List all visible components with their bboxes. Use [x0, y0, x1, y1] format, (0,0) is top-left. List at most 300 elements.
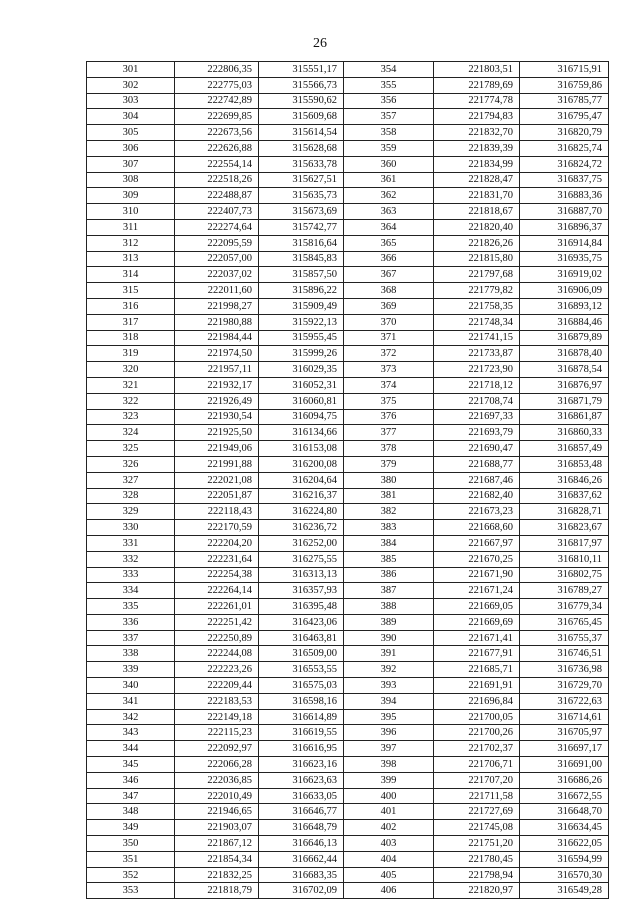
- table-row: [87, 346, 609, 362]
- y-coordinate-cell: 315614,54: [259, 125, 344, 141]
- y-coordinate-cell: 315896,22: [259, 283, 344, 299]
- x-coordinate-cell: 221691,91: [434, 678, 520, 694]
- y-coordinate-cell: 316765,45: [520, 614, 609, 630]
- y-coordinate-cell: 316914,84: [520, 235, 609, 251]
- point-number-cell: 361: [344, 172, 434, 188]
- point-number-cell: 360: [344, 156, 434, 172]
- x-coordinate-cell: 221723,90: [434, 362, 520, 378]
- y-coordinate-cell: 316029,35: [259, 362, 344, 378]
- point-number-cell: 339: [87, 662, 175, 678]
- table-row: [87, 867, 609, 883]
- x-coordinate-cell: 222626,88: [175, 140, 259, 156]
- x-coordinate-cell: 221832,25: [175, 867, 259, 883]
- y-coordinate-cell: 316746,51: [520, 646, 609, 662]
- point-number-cell: 402: [344, 820, 434, 836]
- point-number-cell: 307: [87, 156, 175, 172]
- y-coordinate-cell: 316236,72: [259, 520, 344, 536]
- y-coordinate-cell: 316853,48: [520, 456, 609, 472]
- y-coordinate-cell: 316623,16: [259, 757, 344, 773]
- y-coordinate-cell: 316779,34: [520, 599, 609, 615]
- x-coordinate-cell: 221854,34: [175, 851, 259, 867]
- table-row: [87, 77, 609, 93]
- x-coordinate-cell: 221980,88: [175, 314, 259, 330]
- y-coordinate-cell: 316795,47: [520, 109, 609, 125]
- y-coordinate-cell: 315909,49: [259, 298, 344, 314]
- x-coordinate-cell: 221798,94: [434, 867, 520, 883]
- x-coordinate-cell: 221832,70: [434, 125, 520, 141]
- x-coordinate-cell: 221670,25: [434, 551, 520, 567]
- table-row: [87, 836, 609, 852]
- point-number-cell: 321: [87, 377, 175, 393]
- point-number-cell: 391: [344, 646, 434, 662]
- point-number-cell: 319: [87, 346, 175, 362]
- y-coordinate-cell: 316828,71: [520, 504, 609, 520]
- point-number-cell: 346: [87, 772, 175, 788]
- y-coordinate-cell: 316896,37: [520, 219, 609, 235]
- point-number-cell: 308: [87, 172, 175, 188]
- point-number-cell: 305: [87, 125, 175, 141]
- x-coordinate-cell: 222011,60: [175, 283, 259, 299]
- point-number-cell: 313: [87, 251, 175, 267]
- point-number-cell: 344: [87, 741, 175, 757]
- x-coordinate-cell: 221745,08: [434, 820, 520, 836]
- point-number-cell: 351: [87, 851, 175, 867]
- point-number-cell: 403: [344, 836, 434, 852]
- x-coordinate-cell: 221671,41: [434, 630, 520, 646]
- table-row: [87, 235, 609, 251]
- x-coordinate-cell: 221711,58: [434, 788, 520, 804]
- point-number-cell: 348: [87, 804, 175, 820]
- x-coordinate-cell: 221718,12: [434, 377, 520, 393]
- point-number-cell: 338: [87, 646, 175, 662]
- x-coordinate-cell: 222010,49: [175, 788, 259, 804]
- table-row: [87, 251, 609, 267]
- y-coordinate-cell: 316755,37: [520, 630, 609, 646]
- table-row: [87, 551, 609, 567]
- x-coordinate-cell: 221815,80: [434, 251, 520, 267]
- y-coordinate-cell: 315857,50: [259, 267, 344, 283]
- table-row: [87, 757, 609, 773]
- point-number-cell: 358: [344, 125, 434, 141]
- table-row: [87, 488, 609, 504]
- table-row: [87, 204, 609, 220]
- x-coordinate-cell: 221818,67: [434, 204, 520, 220]
- y-coordinate-cell: 316553,55: [259, 662, 344, 678]
- x-coordinate-cell: 222183,53: [175, 693, 259, 709]
- point-number-cell: 310: [87, 204, 175, 220]
- y-coordinate-cell: 316423,06: [259, 614, 344, 630]
- x-coordinate-cell: 221758,35: [434, 298, 520, 314]
- x-coordinate-cell: 222223,26: [175, 662, 259, 678]
- y-coordinate-cell: 316060,81: [259, 393, 344, 409]
- y-coordinate-cell: 315742,77: [259, 219, 344, 235]
- point-number-cell: 302: [87, 77, 175, 93]
- y-coordinate-cell: 316614,89: [259, 709, 344, 725]
- y-coordinate-cell: 316857,49: [520, 441, 609, 457]
- table-row: [87, 520, 609, 536]
- y-coordinate-cell: 316837,62: [520, 488, 609, 504]
- point-number-cell: 380: [344, 472, 434, 488]
- point-number-cell: 318: [87, 330, 175, 346]
- y-coordinate-cell: 316594,99: [520, 851, 609, 867]
- x-coordinate-cell: 221991,88: [175, 456, 259, 472]
- x-coordinate-cell: 222673,56: [175, 125, 259, 141]
- y-coordinate-cell: 316785,77: [520, 93, 609, 109]
- x-coordinate-cell: 222250,89: [175, 630, 259, 646]
- x-coordinate-cell: 222261,01: [175, 599, 259, 615]
- y-coordinate-cell: 316224,80: [259, 504, 344, 520]
- x-coordinate-cell: 221748,34: [434, 314, 520, 330]
- y-coordinate-cell: 316357,93: [259, 583, 344, 599]
- point-number-cell: 303: [87, 93, 175, 109]
- y-coordinate-cell: 316876,97: [520, 377, 609, 393]
- x-coordinate-cell: 222095,59: [175, 235, 259, 251]
- point-number-cell: 385: [344, 551, 434, 567]
- table-row: [87, 772, 609, 788]
- table-row: [87, 741, 609, 757]
- table-row: [87, 125, 609, 141]
- point-number-cell: 350: [87, 836, 175, 852]
- y-coordinate-cell: 316616,95: [259, 741, 344, 757]
- y-coordinate-cell: 316824,72: [520, 156, 609, 172]
- x-coordinate-cell: 221690,47: [434, 441, 520, 457]
- x-coordinate-cell: 222149,18: [175, 709, 259, 725]
- y-coordinate-cell: 316648,79: [259, 820, 344, 836]
- x-coordinate-cell: 221733,87: [434, 346, 520, 362]
- point-number-cell: 337: [87, 630, 175, 646]
- x-coordinate-cell: 221932,17: [175, 377, 259, 393]
- y-coordinate-cell: 316575,03: [259, 678, 344, 694]
- y-coordinate-cell: 315635,73: [259, 188, 344, 204]
- point-number-cell: 398: [344, 757, 434, 773]
- x-coordinate-cell: 221826,26: [434, 235, 520, 251]
- y-coordinate-cell: 316893,12: [520, 298, 609, 314]
- point-number-cell: 401: [344, 804, 434, 820]
- y-coordinate-cell: 316633,05: [259, 788, 344, 804]
- x-coordinate-cell: 221820,97: [434, 883, 520, 899]
- x-coordinate-cell: 221820,40: [434, 219, 520, 235]
- point-number-cell: 301: [87, 62, 175, 78]
- y-coordinate-cell: 316683,35: [259, 867, 344, 883]
- table-row: [87, 283, 609, 299]
- y-coordinate-cell: 315816,64: [259, 235, 344, 251]
- y-coordinate-cell: 316871,79: [520, 393, 609, 409]
- y-coordinate-cell: 316634,45: [520, 820, 609, 836]
- point-number-cell: 383: [344, 520, 434, 536]
- point-number-cell: 326: [87, 456, 175, 472]
- y-coordinate-cell: 315673,69: [259, 204, 344, 220]
- y-coordinate-cell: 316463,81: [259, 630, 344, 646]
- point-number-cell: 381: [344, 488, 434, 504]
- y-coordinate-cell: 316825,74: [520, 140, 609, 156]
- point-number-cell: 314: [87, 267, 175, 283]
- y-coordinate-cell: 316052,31: [259, 377, 344, 393]
- table-row: [87, 156, 609, 172]
- y-coordinate-cell: 315955,45: [259, 330, 344, 346]
- x-coordinate-cell: 221700,26: [434, 725, 520, 741]
- x-coordinate-cell: 221688,77: [434, 456, 520, 472]
- y-coordinate-cell: 316837,75: [520, 172, 609, 188]
- table-row: [87, 662, 609, 678]
- point-number-cell: 304: [87, 109, 175, 125]
- y-coordinate-cell: 316672,55: [520, 788, 609, 804]
- x-coordinate-cell: 222115,23: [175, 725, 259, 741]
- y-coordinate-cell: 315627,51: [259, 172, 344, 188]
- x-coordinate-cell: 222204,20: [175, 535, 259, 551]
- point-number-cell: 317: [87, 314, 175, 330]
- table-row: [87, 614, 609, 630]
- x-coordinate-cell: 222254,38: [175, 567, 259, 583]
- coordinates-table-body: [87, 62, 609, 899]
- y-coordinate-cell: 316200,08: [259, 456, 344, 472]
- point-number-cell: 312: [87, 235, 175, 251]
- x-coordinate-cell: 221984,44: [175, 330, 259, 346]
- point-number-cell: 364: [344, 219, 434, 235]
- x-coordinate-cell: 222742,89: [175, 93, 259, 109]
- point-number-cell: 335: [87, 599, 175, 615]
- point-number-cell: 363: [344, 204, 434, 220]
- table-row: [87, 267, 609, 283]
- y-coordinate-cell: 315566,73: [259, 77, 344, 93]
- table-row: [87, 709, 609, 725]
- point-number-cell: 371: [344, 330, 434, 346]
- point-number-cell: 375: [344, 393, 434, 409]
- table-row: [87, 646, 609, 662]
- y-coordinate-cell: 316883,36: [520, 188, 609, 204]
- y-coordinate-cell: 316691,00: [520, 757, 609, 773]
- y-coordinate-cell: 316919,02: [520, 267, 609, 283]
- table-row: [87, 109, 609, 125]
- y-coordinate-cell: 316598,16: [259, 693, 344, 709]
- x-coordinate-cell: 221779,82: [434, 283, 520, 299]
- point-number-cell: 377: [344, 425, 434, 441]
- point-number-cell: 352: [87, 867, 175, 883]
- point-number-cell: 329: [87, 504, 175, 520]
- x-coordinate-cell: 221867,12: [175, 836, 259, 852]
- x-coordinate-cell: 222407,73: [175, 204, 259, 220]
- y-coordinate-cell: 316715,91: [520, 62, 609, 78]
- point-number-cell: 334: [87, 583, 175, 599]
- x-coordinate-cell: 222488,87: [175, 188, 259, 204]
- x-coordinate-cell: 221671,90: [434, 567, 520, 583]
- x-coordinate-cell: 222231,64: [175, 551, 259, 567]
- x-coordinate-cell: 221702,37: [434, 741, 520, 757]
- y-coordinate-cell: 316702,09: [259, 883, 344, 899]
- table-row: [87, 456, 609, 472]
- x-coordinate-cell: 222699,85: [175, 109, 259, 125]
- x-coordinate-cell: 222209,44: [175, 678, 259, 694]
- table-row: [87, 314, 609, 330]
- x-coordinate-cell: 222251,42: [175, 614, 259, 630]
- point-number-cell: 392: [344, 662, 434, 678]
- x-coordinate-cell: 221930,54: [175, 409, 259, 425]
- x-coordinate-cell: 221998,27: [175, 298, 259, 314]
- table-row: [87, 883, 609, 899]
- x-coordinate-cell: 221727,69: [434, 804, 520, 820]
- x-coordinate-cell: 221697,33: [434, 409, 520, 425]
- y-coordinate-cell: 316570,30: [520, 867, 609, 883]
- point-number-cell: 340: [87, 678, 175, 694]
- y-coordinate-cell: 316722,63: [520, 693, 609, 709]
- x-coordinate-cell: 221700,05: [434, 709, 520, 725]
- x-coordinate-cell: 221834,99: [434, 156, 520, 172]
- point-number-cell: 372: [344, 346, 434, 362]
- point-number-cell: 345: [87, 757, 175, 773]
- y-coordinate-cell: 316759,86: [520, 77, 609, 93]
- point-number-cell: 384: [344, 535, 434, 551]
- point-number-cell: 327: [87, 472, 175, 488]
- y-coordinate-cell: 316729,70: [520, 678, 609, 694]
- y-coordinate-cell: 316646,13: [259, 836, 344, 852]
- table-row: [87, 172, 609, 188]
- y-coordinate-cell: 316275,55: [259, 551, 344, 567]
- table-row: [87, 409, 609, 425]
- table-row: [87, 535, 609, 551]
- table-row: [87, 393, 609, 409]
- table-row: [87, 298, 609, 314]
- point-number-cell: 397: [344, 741, 434, 757]
- x-coordinate-cell: 222170,59: [175, 520, 259, 536]
- point-number-cell: 349: [87, 820, 175, 836]
- y-coordinate-cell: 316817,97: [520, 535, 609, 551]
- point-number-cell: 389: [344, 614, 434, 630]
- point-number-cell: 357: [344, 109, 434, 125]
- table-row: [87, 504, 609, 520]
- x-coordinate-cell: 222118,43: [175, 504, 259, 520]
- point-number-cell: 315: [87, 283, 175, 299]
- x-coordinate-cell: 222021,08: [175, 472, 259, 488]
- point-number-cell: 396: [344, 725, 434, 741]
- table-row: [87, 441, 609, 457]
- y-coordinate-cell: 316789,27: [520, 583, 609, 599]
- y-coordinate-cell: 316622,05: [520, 836, 609, 852]
- y-coordinate-cell: 315628,68: [259, 140, 344, 156]
- table-row: [87, 820, 609, 836]
- y-coordinate-cell: 316153,08: [259, 441, 344, 457]
- point-number-cell: 369: [344, 298, 434, 314]
- table-row: [87, 188, 609, 204]
- y-coordinate-cell: 316648,70: [520, 804, 609, 820]
- y-coordinate-cell: 316714,61: [520, 709, 609, 725]
- point-number-cell: 336: [87, 614, 175, 630]
- x-coordinate-cell: 222057,00: [175, 251, 259, 267]
- x-coordinate-cell: 221667,97: [434, 535, 520, 551]
- x-coordinate-cell: 221774,78: [434, 93, 520, 109]
- x-coordinate-cell: 222092,97: [175, 741, 259, 757]
- x-coordinate-cell: 221677,91: [434, 646, 520, 662]
- table-row: [87, 62, 609, 78]
- x-coordinate-cell: 222264,14: [175, 583, 259, 599]
- y-coordinate-cell: 316878,54: [520, 362, 609, 378]
- point-number-cell: 405: [344, 867, 434, 883]
- x-coordinate-cell: 222518,26: [175, 172, 259, 188]
- table-row: [87, 140, 609, 156]
- x-coordinate-cell: 222036,85: [175, 772, 259, 788]
- x-coordinate-cell: 221839,39: [434, 140, 520, 156]
- point-number-cell: 353: [87, 883, 175, 899]
- y-coordinate-cell: 315922,13: [259, 314, 344, 330]
- point-number-cell: 316: [87, 298, 175, 314]
- point-number-cell: 370: [344, 314, 434, 330]
- point-number-cell: 386: [344, 567, 434, 583]
- y-coordinate-cell: 316846,26: [520, 472, 609, 488]
- x-coordinate-cell: 222806,35: [175, 62, 259, 78]
- point-number-cell: 367: [344, 267, 434, 283]
- y-coordinate-cell: 316823,67: [520, 520, 609, 536]
- y-coordinate-cell: 315551,17: [259, 62, 344, 78]
- table-row: [87, 472, 609, 488]
- point-number-cell: 400: [344, 788, 434, 804]
- y-coordinate-cell: 316134,66: [259, 425, 344, 441]
- point-number-cell: 406: [344, 883, 434, 899]
- point-number-cell: 306: [87, 140, 175, 156]
- point-number-cell: 395: [344, 709, 434, 725]
- x-coordinate-cell: 221926,49: [175, 393, 259, 409]
- y-coordinate-cell: 316697,17: [520, 741, 609, 757]
- x-coordinate-cell: 221741,15: [434, 330, 520, 346]
- point-number-cell: 399: [344, 772, 434, 788]
- y-coordinate-cell: 316860,33: [520, 425, 609, 441]
- y-coordinate-cell: 315845,83: [259, 251, 344, 267]
- x-coordinate-cell: 222066,28: [175, 757, 259, 773]
- point-number-cell: 356: [344, 93, 434, 109]
- x-coordinate-cell: 221685,71: [434, 662, 520, 678]
- point-number-cell: 394: [344, 693, 434, 709]
- table-row: [87, 219, 609, 235]
- y-coordinate-cell: 315999,26: [259, 346, 344, 362]
- point-number-cell: 368: [344, 283, 434, 299]
- y-coordinate-cell: 316810,11: [520, 551, 609, 567]
- x-coordinate-cell: 222775,03: [175, 77, 259, 93]
- x-coordinate-cell: 221707,20: [434, 772, 520, 788]
- point-number-cell: 379: [344, 456, 434, 472]
- point-number-cell: 330: [87, 520, 175, 536]
- y-coordinate-cell: 316802,75: [520, 567, 609, 583]
- point-number-cell: 322: [87, 393, 175, 409]
- point-number-cell: 309: [87, 188, 175, 204]
- table-row: [87, 678, 609, 694]
- x-coordinate-cell: 221751,20: [434, 836, 520, 852]
- y-coordinate-cell: 316252,00: [259, 535, 344, 551]
- y-coordinate-cell: 316646,77: [259, 804, 344, 820]
- point-number-cell: 404: [344, 851, 434, 867]
- y-coordinate-cell: 316094,75: [259, 409, 344, 425]
- point-number-cell: 388: [344, 599, 434, 615]
- point-number-cell: 365: [344, 235, 434, 251]
- y-coordinate-cell: 315633,78: [259, 156, 344, 172]
- point-number-cell: 347: [87, 788, 175, 804]
- y-coordinate-cell: 316313,13: [259, 567, 344, 583]
- y-coordinate-cell: 316204,64: [259, 472, 344, 488]
- point-number-cell: 341: [87, 693, 175, 709]
- x-coordinate-cell: 221797,68: [434, 267, 520, 283]
- point-number-cell: 362: [344, 188, 434, 204]
- x-coordinate-cell: 221669,69: [434, 614, 520, 630]
- point-number-cell: 373: [344, 362, 434, 378]
- y-coordinate-cell: 316736,98: [520, 662, 609, 678]
- x-coordinate-cell: 222037,02: [175, 267, 259, 283]
- y-coordinate-cell: 316623,63: [259, 772, 344, 788]
- y-coordinate-cell: 316935,75: [520, 251, 609, 267]
- y-coordinate-cell: 316906,09: [520, 283, 609, 299]
- table-row: [87, 583, 609, 599]
- x-coordinate-cell: 221803,51: [434, 62, 520, 78]
- y-coordinate-cell: 315590,62: [259, 93, 344, 109]
- table-row: [87, 851, 609, 867]
- x-coordinate-cell: 221708,74: [434, 393, 520, 409]
- x-coordinate-cell: 221687,46: [434, 472, 520, 488]
- x-coordinate-cell: 222274,64: [175, 219, 259, 235]
